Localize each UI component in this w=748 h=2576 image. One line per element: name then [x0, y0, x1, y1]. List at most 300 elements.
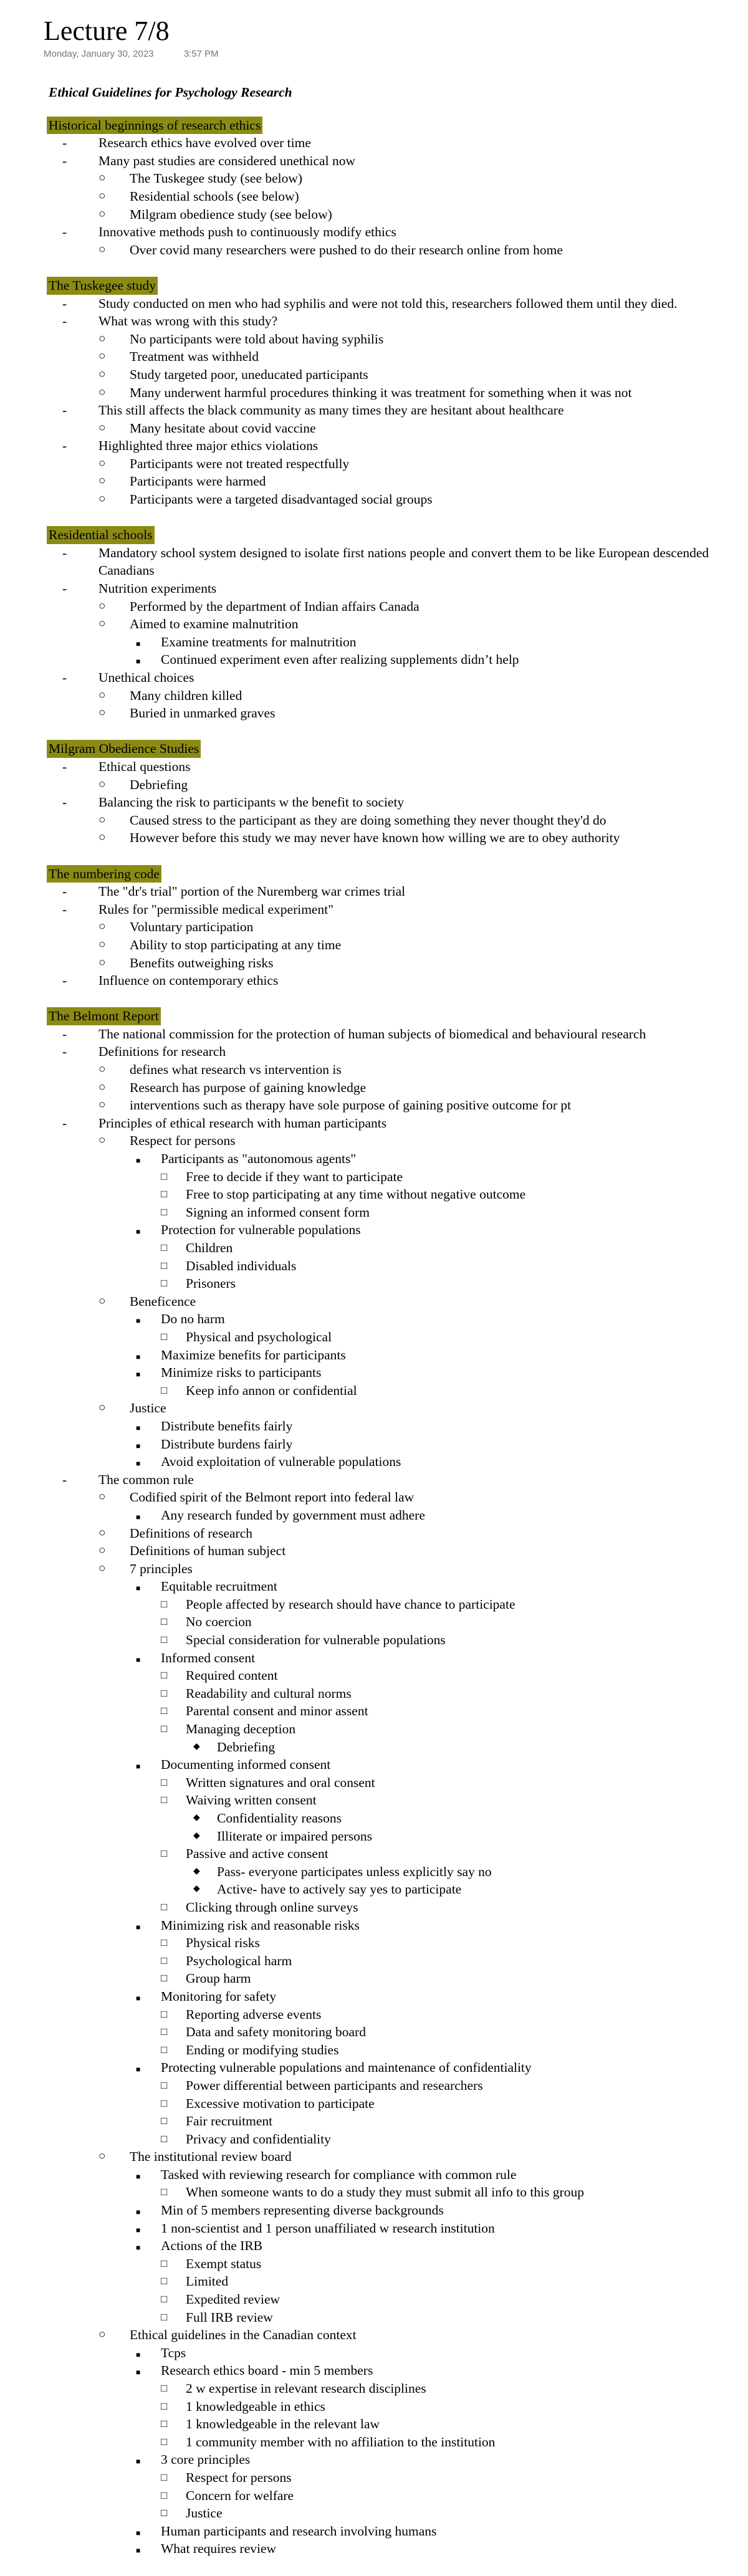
list-item-text: Study conducted on men who had syphilis and were not told this, researchers followed them until they died.	[98, 295, 678, 311]
bullet-icon: ○	[98, 1098, 106, 1112]
bullet-icon: ■	[136, 2171, 141, 2181]
bullet-icon: □	[161, 1242, 168, 1253]
bullet-icon: ○	[98, 1063, 106, 1076]
bullet-icon: ■	[136, 1512, 141, 1521]
bullet-icon: □	[161, 2043, 168, 2056]
list-item[interactable]	[49, 651, 741, 669]
list-item[interactable]	[49, 1221, 741, 1239]
list-item-text: People affected by research should have chance to participate	[186, 1596, 515, 1612]
list-item[interactable]	[49, 776, 741, 794]
list-item-text: Many hesitate about covid vaccine	[130, 420, 316, 436]
list-item[interactable]	[49, 2504, 741, 2522]
list-item[interactable]	[49, 2112, 741, 2130]
list-item[interactable]	[49, 2148, 741, 2166]
list-item[interactable]	[49, 2487, 741, 2505]
bullet-icon: ■	[136, 1352, 141, 1361]
list-item-text: Highlighted three major ethics violations	[98, 438, 319, 454]
list-item[interactable]	[49, 1043, 741, 1061]
list-item[interactable]	[49, 598, 741, 616]
bullet-icon: ■	[136, 2243, 141, 2253]
bullet-icon: □	[161, 2507, 168, 2519]
bullet-icon: ○	[98, 189, 106, 203]
list-item[interactable]	[49, 1328, 741, 1346]
bullet-icon: ■	[136, 2350, 141, 2359]
note-body[interactable]	[49, 76, 741, 2576]
list-item-text: Do no harm	[161, 1311, 225, 1327]
list-item[interactable]	[49, 170, 741, 188]
list-item[interactable]	[49, 1863, 741, 1881]
list-item-text: Balancing the risk to participants w the benefit to society	[98, 795, 405, 810]
note-section	[49, 740, 741, 847]
list-item-text: Caused stress to the participant as they are doing something they never thought they'd do	[130, 812, 607, 828]
list-item[interactable]	[49, 1310, 741, 1328]
bullet-icon: ○	[98, 1561, 106, 1575]
list-item[interactable]	[49, 1275, 741, 1293]
list-item[interactable]	[49, 295, 741, 313]
list-item[interactable]	[49, 829, 741, 847]
list-item[interactable]	[49, 1952, 741, 1970]
list-item[interactable]	[49, 1596, 741, 1614]
list-item[interactable]	[49, 812, 741, 830]
list-item-text: Definitions of human subject	[130, 1543, 286, 1559]
bullet-icon: ■	[136, 1584, 141, 1593]
list-item-text: Maximize benefits for participants	[161, 1347, 346, 1362]
note-section	[49, 117, 741, 259]
list-item[interactable]	[49, 2183, 741, 2201]
section-heading[interactable]: Historical beginnings of research ethics	[47, 117, 262, 135]
list-item[interactable]	[49, 1934, 741, 1952]
list-item-text: Ethical questions	[98, 759, 191, 774]
bullet-icon: □	[161, 1188, 168, 1200]
list-item-text: Children	[186, 1240, 233, 1255]
bullet-icon: □	[161, 2008, 168, 2020]
bullet-icon: □	[161, 1669, 168, 1682]
bullet-icon: -	[62, 224, 67, 240]
bullet-icon: □	[161, 2310, 168, 2323]
list-item[interactable]	[49, 1382, 741, 1400]
list-item[interactable]	[49, 2006, 741, 2024]
list-item-text: No coercion	[186, 1614, 252, 1630]
list-item[interactable]	[49, 2095, 741, 2113]
list-item-text: The institutional review board	[130, 2149, 292, 2165]
bullet-icon: □	[161, 2418, 168, 2430]
list-item-text: Confidentiality reasons	[217, 1811, 342, 1826]
list-item[interactable]	[49, 793, 741, 812]
section-heading[interactable]: The numbering code	[47, 865, 161, 883]
section-heading-row	[49, 865, 741, 883]
list-item[interactable]	[49, 883, 741, 901]
section-heading-row	[49, 117, 741, 135]
list-item-text: Data and safety monitoring board	[186, 2024, 366, 2040]
list-item-text: Nutrition experiments	[98, 581, 217, 596]
bullet-icon: -	[62, 795, 67, 810]
bullet-icon: ■	[136, 1423, 141, 1432]
list-item[interactable]	[49, 1613, 741, 1631]
list-item[interactable]	[49, 2077, 741, 2095]
bullet-icon: ■	[136, 1762, 141, 1771]
bullet-icon: □	[161, 2435, 168, 2448]
list-item[interactable]	[49, 2415, 741, 2433]
bullet-icon: ■	[136, 2225, 141, 2234]
bullet-icon: □	[161, 1170, 168, 1182]
list-item[interactable]	[49, 1257, 741, 1275]
list-item-text: Innovative methods push to continuously modify ethics	[98, 224, 396, 240]
list-item[interactable]	[49, 134, 741, 152]
list-item-text: Over covid many researchers were pushed to do their research online from home	[130, 242, 563, 257]
list-item[interactable]	[49, 366, 741, 384]
list-item[interactable]	[49, 2469, 741, 2487]
list-item[interactable]	[49, 1150, 741, 1168]
list-item[interactable]	[49, 152, 741, 170]
list-item-text: When someone wants to do a study they must submit all info to this group	[186, 2185, 584, 2200]
section-heading[interactable]: The Belmont Report	[47, 1007, 161, 1025]
list-item[interactable]	[49, 2451, 741, 2469]
bullet-icon: ■	[136, 1655, 141, 1664]
bullet-icon: ○	[98, 937, 106, 951]
list-item-text: Voluntary participation	[130, 919, 254, 935]
list-item-text: Many underwent harmful procedures thinking it was treatment for something when it was not	[130, 385, 632, 400]
list-item-text: Research has purpose of gaining knowledge	[130, 1080, 367, 1095]
list-item-text: Buried in unmarked graves	[130, 706, 276, 721]
list-item-text: Tasked with reviewing research for compliance with common rule	[161, 2167, 517, 2182]
list-item-text: 1 knowledgeable in ethics	[186, 2398, 325, 2414]
bullet-icon: ○	[98, 2150, 106, 2163]
list-item[interactable]	[49, 2398, 741, 2416]
section-heading[interactable]: Residential schools	[47, 526, 155, 544]
list-item[interactable]	[49, 758, 741, 776]
bullet-icon: -	[62, 884, 67, 899]
page-date: Monday, January 30, 2023	[44, 49, 154, 59]
list-item-text: 1 community member with no affiliation to the institution	[186, 2434, 496, 2449]
list-item[interactable]	[49, 2380, 741, 2398]
list-item[interactable]	[49, 1293, 741, 1311]
bullet-icon: □	[161, 2489, 168, 2501]
list-item-text: Group harm	[186, 1971, 251, 1986]
list-item[interactable]	[49, 2130, 741, 2148]
list-item-text: interventions such as therapy have sole purpose of gaining positive outcome for pt	[130, 1098, 572, 1113]
bullet-icon: ○	[98, 1294, 106, 1308]
list-item[interactable]	[49, 1417, 741, 1435]
bullet-icon: ■	[136, 639, 141, 648]
list-item[interactable]	[49, 1702, 741, 1720]
list-item[interactable]	[49, 1845, 741, 1863]
list-item-text: Readability and cultural norms	[186, 1685, 352, 1701]
list-item[interactable]	[49, 1132, 741, 1150]
list-item[interactable]	[49, 1649, 741, 1667]
bullet-icon: ○	[98, 599, 106, 613]
list-item-text: Research ethics board - min 5 members	[161, 2363, 373, 2378]
bullet-icon: -	[62, 295, 67, 311]
bullet-icon: -	[62, 1044, 67, 1060]
list-item[interactable]	[49, 1880, 741, 1898]
list-item[interactable]	[49, 580, 741, 598]
list-item[interactable]	[49, 1506, 741, 1525]
section-heading-row	[49, 740, 741, 758]
bullet-icon: □	[161, 2275, 168, 2287]
document-title[interactable]: Ethical Guidelines for Psychology Research	[49, 85, 292, 100]
bullet-icon: ○	[98, 1401, 106, 1415]
list-item[interactable]	[49, 669, 741, 687]
bullet-icon: □	[161, 2097, 168, 2109]
list-item[interactable]	[49, 1988, 741, 2006]
list-item[interactable]	[49, 1346, 741, 1364]
bullet-icon: □	[161, 2132, 168, 2145]
list-item-text: Many past studies are considered unethical now	[98, 153, 355, 168]
list-item[interactable]	[49, 1667, 741, 1685]
bullet-icon: □	[161, 1723, 168, 1735]
list-item[interactable]	[49, 2326, 741, 2344]
list-item[interactable]	[49, 223, 741, 241]
section-heading-row	[49, 277, 741, 295]
bullet-icon: ■	[136, 1993, 141, 2003]
list-item-text: 1 knowledgeable in the relevant law	[186, 2416, 380, 2432]
list-item[interactable]	[49, 241, 741, 259]
bullet-icon: -	[62, 759, 67, 774]
note-section	[49, 1007, 741, 2558]
list-item[interactable]	[49, 1204, 741, 1222]
list-item-text: Psychological harm	[186, 1953, 292, 1968]
list-item-text: Reporting adverse events	[186, 2006, 322, 2022]
list-item[interactable]	[49, 2540, 741, 2558]
list-item-text: 3 core principles	[161, 2452, 251, 2468]
list-item[interactable]	[49, 437, 741, 455]
list-item-text: Min of 5 members representing diverse backgrounds	[161, 2203, 444, 2218]
list-item[interactable]	[49, 1525, 741, 1543]
list-item-text: Principles of ethical research with human participants	[98, 1115, 387, 1131]
list-item-text: Beneficence	[130, 1293, 196, 1309]
list-item[interactable]	[49, 1578, 741, 1596]
list-item[interactable]	[49, 1453, 741, 1471]
bullet-icon: □	[161, 1277, 168, 1290]
list-item[interactable]	[49, 2309, 741, 2327]
bullet-icon: ○	[98, 831, 106, 845]
list-item[interactable]	[49, 1756, 741, 1774]
list-item[interactable]	[49, 1970, 741, 1988]
bullet-icon: ○	[98, 1080, 106, 1094]
list-item[interactable]	[49, 2237, 741, 2255]
list-item[interactable]	[49, 972, 741, 990]
list-item[interactable]	[49, 1399, 741, 1417]
list-item[interactable]	[49, 330, 741, 348]
bullet-icon: -	[62, 1115, 67, 1131]
bullet-icon: ○	[98, 171, 106, 185]
list-item-text: Debriefing	[217, 1739, 276, 1755]
list-item[interactable]	[49, 206, 741, 224]
list-item[interactable]	[49, 687, 741, 705]
list-item[interactable]	[49, 1185, 741, 1204]
list-item[interactable]	[49, 954, 741, 972]
list-item-text: Concern for welfare	[186, 2487, 294, 2503]
list-item[interactable]	[49, 2255, 741, 2273]
list-item-text: What was wrong with this study?	[98, 314, 278, 329]
list-item[interactable]	[49, 2059, 741, 2077]
section-heading-row	[49, 526, 741, 544]
list-item[interactable]	[49, 2433, 741, 2451]
list-item-text: No participants were told about having syphilis	[130, 331, 384, 347]
list-item-text: Ending or modifying studies	[186, 2042, 339, 2057]
list-item[interactable]	[49, 1239, 741, 1257]
bullet-icon: □	[161, 1384, 168, 1396]
bullet-icon: ■	[136, 1441, 141, 1450]
list-item[interactable]	[49, 2219, 741, 2238]
list-item[interactable]	[49, 2344, 741, 2362]
bullet-icon: ○	[98, 617, 106, 631]
list-item[interactable]	[49, 633, 741, 651]
list-item[interactable]	[49, 1631, 741, 1649]
list-item-text: Managing deception	[186, 1721, 296, 1737]
list-item-text: Power differential between participants and researchers	[186, 2077, 483, 2093]
list-item[interactable]	[49, 1488, 741, 1506]
bullet-icon: ○	[98, 777, 106, 791]
list-item-text: Participants were not treated respectfully	[130, 456, 350, 471]
list-item-text: Avoid exploitation of vulnerable populations	[161, 1454, 401, 1470]
list-item[interactable]	[49, 1542, 741, 1560]
list-item[interactable]	[49, 312, 741, 330]
list-item[interactable]	[49, 2023, 741, 2041]
list-item-text: Performed by the department of Indian affairs Canada	[130, 598, 420, 614]
list-item-text: Fair recruitment	[186, 2114, 273, 2129]
bullet-icon: ■	[136, 1370, 141, 1379]
bullet-icon: ■	[136, 2208, 141, 2217]
list-item[interactable]	[49, 1114, 741, 1132]
list-item[interactable]	[49, 2522, 741, 2540]
list-item-text: Disabled individuals	[186, 1258, 297, 1273]
bullet-icon: □	[161, 1937, 168, 1949]
list-item[interactable]	[49, 1435, 741, 1453]
list-item-text: Equitable recruitment	[161, 1579, 277, 1594]
list-item[interactable]	[49, 1096, 741, 1114]
bullet-icon: ◆	[193, 1741, 200, 1751]
list-item[interactable]	[49, 936, 741, 954]
list-item-text: Participants were a targeted disadvantaged social groups	[130, 492, 433, 507]
list-item[interactable]	[49, 1809, 741, 1827]
list-item-text: Excessive motivation to participate	[186, 2095, 375, 2111]
list-item[interactable]	[49, 615, 741, 633]
list-item[interactable]	[49, 2041, 741, 2059]
bullet-icon: -	[62, 153, 67, 168]
list-item[interactable]	[49, 1168, 741, 1186]
list-item-text: The Tuskegee study (see below)	[130, 171, 303, 186]
list-item-text: Signing an informed consent form	[186, 1204, 370, 1220]
list-item[interactable]	[49, 1560, 741, 1578]
list-item[interactable]	[49, 1827, 741, 1846]
list-item[interactable]	[49, 1471, 741, 1489]
list-item[interactable]	[49, 901, 741, 919]
bullet-icon: ○	[98, 920, 106, 934]
bullet-icon: □	[161, 2079, 168, 2091]
list-item[interactable]	[49, 2362, 741, 2380]
list-item[interactable]	[49, 2201, 741, 2219]
list-item[interactable]	[49, 348, 741, 366]
list-item[interactable]	[49, 1738, 741, 1756]
note-section	[49, 865, 741, 990]
list-item[interactable]	[49, 1791, 741, 1809]
bullet-icon: ◆	[193, 1831, 200, 1841]
list-item-text: Written signatures and oral consent	[186, 1774, 375, 1790]
list-item[interactable]	[49, 1917, 741, 1935]
list-item-text: The "dr's trial" portion of the Nuremberg war crimes trial	[98, 884, 406, 899]
note-section	[49, 277, 741, 509]
list-item[interactable]	[49, 1685, 741, 1703]
bullet-icon: ○	[98, 706, 106, 720]
section-heading[interactable]: The Tuskegee study	[47, 277, 158, 295]
list-item[interactable]	[49, 544, 741, 580]
list-item[interactable]	[49, 401, 741, 419]
list-item-text: Distribute burdens fairly	[161, 1436, 293, 1452]
bullet-icon: □	[161, 2257, 168, 2269]
list-item-text: Respect for persons	[130, 1133, 236, 1149]
list-item[interactable]	[49, 1364, 741, 1382]
bullet-icon: □	[161, 1687, 168, 1699]
list-item[interactable]	[49, 2272, 741, 2291]
list-item-text: Influence on contemporary ethics	[98, 973, 279, 989]
section-heading-row	[49, 1007, 741, 1025]
list-item[interactable]	[49, 472, 741, 491]
bullet-icon: □	[161, 2293, 168, 2305]
list-item-text: Mandatory school system designed to isolate first nations people and convert them to be like European descended Canadians	[98, 545, 709, 578]
bullet-icon: ◆	[193, 1884, 200, 1894]
list-item[interactable]	[49, 384, 741, 402]
list-item[interactable]	[49, 188, 741, 206]
list-item[interactable]	[49, 2166, 741, 2184]
bullet-icon: ○	[98, 955, 106, 969]
bullet-icon: □	[161, 1205, 168, 1218]
list-item-text: The common rule	[98, 1472, 194, 1487]
list-item[interactable]	[49, 1720, 741, 1738]
bullet-icon: ○	[98, 1490, 106, 1504]
list-item[interactable]	[49, 1079, 741, 1097]
list-item-text: Justice	[130, 1401, 166, 1416]
bullet-icon: -	[62, 438, 67, 454]
list-item-text: Protecting vulnerable populations and maintenance of confidentiality	[161, 2060, 532, 2076]
list-item-text: Ethical guidelines in the Canadian context	[130, 2327, 357, 2343]
list-item-text: Privacy and confidentiality	[186, 2131, 331, 2147]
bullet-icon: □	[161, 1634, 168, 1646]
list-item[interactable]	[49, 1061, 741, 1079]
bullet-icon: ○	[98, 456, 106, 470]
list-item-text: 7 principles	[130, 1561, 193, 1576]
list-item-text: Keep info annon or confidential	[186, 1382, 357, 1398]
list-item[interactable]	[49, 1025, 741, 1043]
list-item[interactable]	[49, 491, 741, 509]
list-item-text: Clicking through online surveys	[186, 1899, 358, 1915]
bullet-icon: -	[62, 1026, 67, 1041]
bullet-icon: ■	[136, 1156, 141, 1166]
list-item[interactable]	[49, 419, 741, 438]
list-item-text: 1 non-scientist and 1 person unaffiliated w research institution	[161, 2220, 495, 2236]
list-item-text: Human participants and research involving humans	[161, 2523, 437, 2539]
bullet-icon: □	[161, 1954, 168, 1966]
bullet-icon: ○	[98, 492, 106, 506]
section-heading[interactable]: Milgram Obedience Studies	[47, 740, 201, 758]
list-item-text: Physical and psychological	[186, 1329, 332, 1344]
list-item-text: Minimize risks to participants	[161, 1365, 322, 1381]
bullet-icon: ○	[98, 367, 106, 381]
bullet-icon: ◆	[193, 1866, 200, 1876]
list-item[interactable]	[49, 2291, 741, 2309]
list-item[interactable]	[49, 1898, 741, 1917]
list-item[interactable]	[49, 704, 741, 722]
page-title[interactable]: Lecture 7/8	[44, 16, 170, 46]
list-item[interactable]	[49, 918, 741, 936]
bullet-icon: ○	[98, 332, 106, 345]
bullet-icon: ■	[136, 2546, 141, 2555]
bullet-icon: ■	[136, 2528, 141, 2537]
list-item[interactable]	[49, 455, 741, 473]
list-item[interactable]	[49, 1774, 741, 1792]
list-item-text: Minimizing risk and reasonable risks	[161, 1917, 360, 1933]
bullet-icon: ○	[98, 688, 106, 702]
